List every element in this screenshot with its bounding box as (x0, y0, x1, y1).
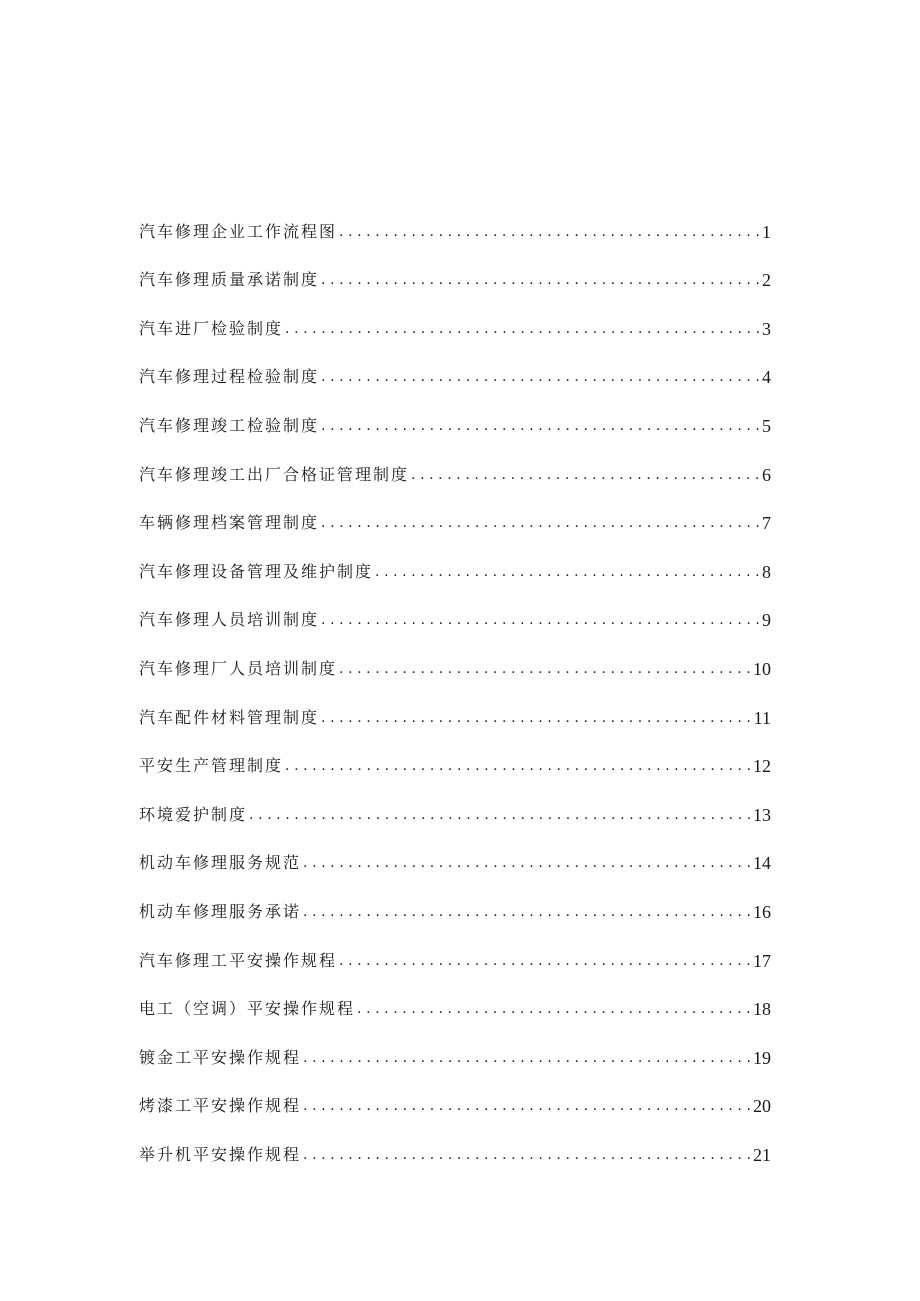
toc-entry-page: 20 (753, 1096, 771, 1117)
toc-entry-page: 12 (753, 756, 771, 777)
toc-entry-title: 汽车修理企业工作流程图 (139, 221, 338, 241)
toc-entry[interactable] (139, 632, 771, 681)
toc-entry-page: 21 (753, 1144, 771, 1165)
toc-dot-leader (339, 949, 751, 973)
toc-entry[interactable] (139, 973, 771, 1022)
toc-entry-title: 汽车修理质量承诺制度 (139, 270, 320, 290)
toc-entry[interactable] (139, 1070, 771, 1119)
toc-entry-title: 烤漆工平安操作规程 (139, 1096, 302, 1116)
toc-entry[interactable] (139, 584, 771, 633)
toc-entry[interactable] (139, 195, 771, 244)
toc-entry[interactable] (139, 487, 771, 536)
toc-dot-leader (321, 706, 752, 730)
toc-entry[interactable] (139, 535, 771, 584)
toc-entry-page: 7 (762, 513, 771, 534)
toc-entry-page: 3 (762, 318, 771, 339)
toc-dot-leader (321, 414, 760, 438)
toc-entry[interactable] (139, 292, 771, 341)
toc-entry[interactable] (139, 875, 771, 924)
toc-dot-leader (303, 1094, 751, 1118)
toc-entry-page: 6 (762, 464, 771, 485)
toc-dot-leader (339, 657, 751, 681)
toc-entry-title: 汽车进厂检验制度 (139, 318, 284, 338)
toc-dot-leader (303, 851, 751, 875)
toc-entry-page: 19 (753, 1047, 771, 1068)
toc-dot-leader (249, 803, 751, 827)
toc-entry-title: 汽车修理过程检验制度 (139, 367, 320, 387)
toc-entry[interactable] (139, 244, 771, 293)
toc-entry-page: 4 (762, 367, 771, 388)
toc-entry-page: 14 (753, 853, 771, 874)
toc-entry[interactable] (139, 1118, 771, 1167)
table-of-contents (139, 195, 771, 1167)
toc-entry-title: 汽车配件材料管理制度 (139, 707, 320, 727)
toc-dot-leader (411, 463, 760, 487)
toc-entry-page: 5 (762, 415, 771, 436)
toc-dot-leader (339, 220, 760, 244)
toc-entry-title: 汽车修理人员培训制度 (139, 610, 320, 630)
toc-dot-leader (285, 754, 751, 778)
toc-entry-title: 汽车修理厂人员培训制度 (139, 658, 338, 678)
toc-dot-leader (321, 511, 760, 535)
toc-entry-title: 环境爱护制度 (139, 804, 248, 824)
toc-entry-title: 平安生产管理制度 (139, 756, 284, 776)
toc-dot-leader (375, 560, 760, 584)
toc-dot-leader (303, 1046, 751, 1070)
toc-entry-page: 18 (753, 999, 771, 1020)
toc-dot-leader (357, 997, 751, 1021)
toc-entry-page: 11 (753, 707, 771, 728)
toc-entry[interactable] (139, 341, 771, 390)
toc-entry[interactable] (139, 778, 771, 827)
toc-dot-leader (321, 268, 760, 292)
toc-dot-leader (285, 317, 760, 341)
toc-entry-title: 电工（空调）平安操作规程 (139, 999, 356, 1019)
toc-entry-title: 镀金工平安操作规程 (139, 1047, 302, 1067)
toc-entry[interactable] (139, 1021, 771, 1070)
toc-entry-page: 13 (753, 804, 771, 825)
toc-entry[interactable] (139, 730, 771, 779)
toc-entry-page: 9 (762, 610, 771, 631)
toc-entry-title: 车辆修理档案管理制度 (139, 513, 320, 533)
toc-entry-title: 汽车修理竣工检验制度 (139, 415, 320, 435)
toc-entry-page: 10 (753, 658, 771, 679)
toc-dot-leader (321, 365, 760, 389)
toc-entry-title: 机动车修理服务规范 (139, 853, 302, 873)
toc-entry[interactable] (139, 681, 771, 730)
toc-entry[interactable] (139, 389, 771, 438)
toc-entry[interactable] (139, 827, 771, 876)
toc-entry-title: 汽车修理工平安操作规程 (139, 950, 338, 970)
toc-entry-title: 机动车修理服务承诺 (139, 901, 302, 921)
toc-entry-page: 17 (753, 950, 771, 971)
toc-entry[interactable] (139, 438, 771, 487)
toc-entry-page: 16 (753, 901, 771, 922)
toc-dot-leader (303, 1143, 751, 1167)
toc-entry-title: 举升机平安操作规程 (139, 1144, 302, 1164)
toc-entry-title: 汽车修理设备管理及维护制度 (139, 561, 374, 581)
toc-entry-title: 汽车修理竣工出厂合格证管理制度 (139, 464, 410, 484)
toc-entry-page: 1 (762, 221, 771, 242)
toc-dot-leader (321, 608, 760, 632)
toc-dot-leader (303, 900, 751, 924)
toc-entry-page: 2 (762, 270, 771, 291)
toc-entry-page: 8 (762, 561, 771, 582)
toc-entry[interactable] (139, 924, 771, 973)
